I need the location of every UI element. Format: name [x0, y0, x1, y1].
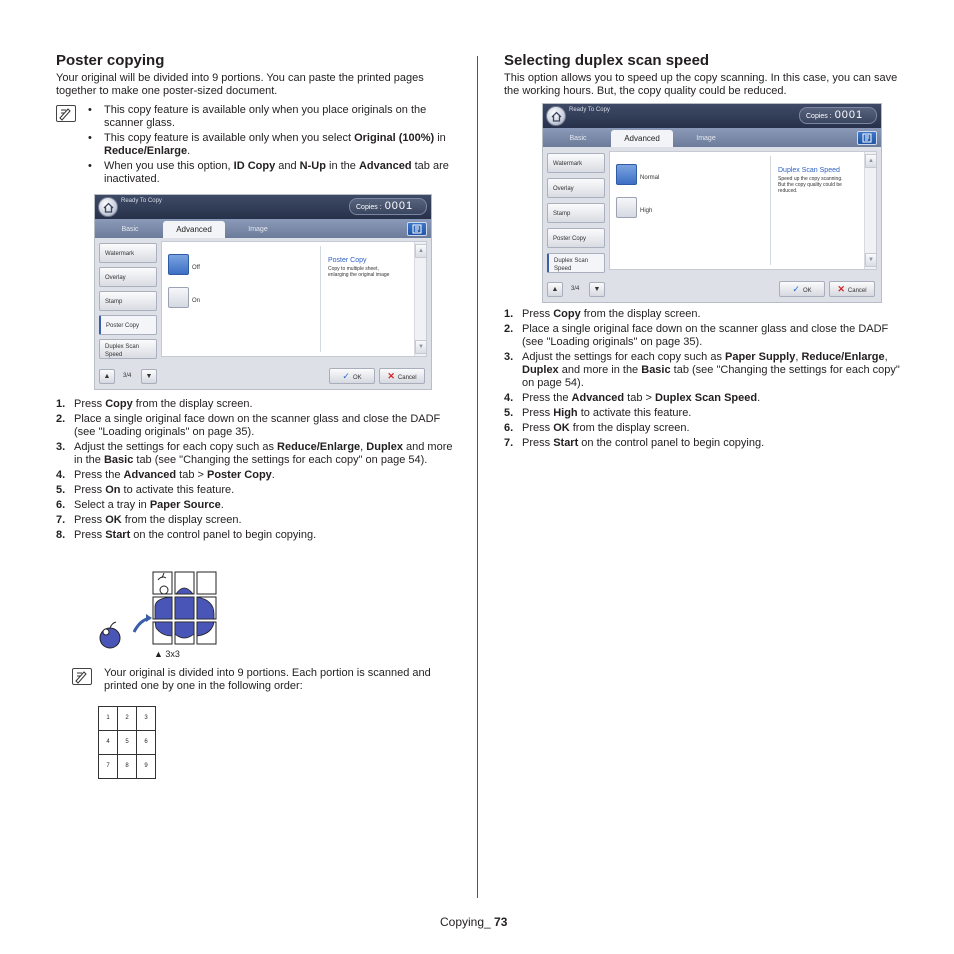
grid-cell: 8 — [118, 755, 137, 779]
page-footer — [440, 916, 507, 929]
page-down-button[interactable]: ▼ — [589, 282, 605, 297]
side-button-duplex-scan-speed[interactable]: Duplex Scan Speed — [547, 253, 605, 273]
cancel-button[interactable] — [379, 368, 425, 384]
step-item — [504, 323, 904, 349]
tab-image[interactable]: Image — [696, 135, 716, 142]
status-bar — [95, 195, 431, 219]
side-button-overlay[interactable]: Overlay — [547, 178, 605, 198]
copies-label: Copies : — [806, 113, 832, 120]
tab-image[interactable]: Image — [248, 226, 268, 233]
text-run: and more in the — [558, 364, 642, 376]
side-button-poster-copy[interactable]: Poster Copy — [547, 228, 605, 248]
check-icon: ✓ — [342, 371, 350, 381]
text-run: Select a tray in — [74, 499, 150, 511]
bold-term: Copy — [105, 398, 133, 410]
step-item — [504, 351, 904, 390]
side-button-watermark[interactable]: Watermark — [547, 153, 605, 173]
step-item — [56, 398, 456, 411]
text-run: tab are inactivated. — [104, 160, 449, 185]
order-note: Your original is divided into 9 portions. Each portion is scanned and printed one by one in the following order: — [104, 667, 431, 692]
text-run: Press — [74, 529, 106, 541]
text-run: in — [434, 132, 446, 144]
note-list — [88, 104, 458, 188]
copies-value: 0001 — [384, 200, 414, 212]
option-panel — [161, 241, 427, 357]
text-run: Press — [74, 484, 106, 496]
ready-status: Ready To Copy — [569, 107, 610, 113]
duplex-intro: This option allows you to speed up the copy scanning. In this case, you can save the working hours. But, the copy quality could be reduced. — [504, 72, 898, 97]
note-icon — [56, 105, 76, 122]
text-run: , — [795, 351, 802, 363]
text-run: and — [275, 160, 300, 172]
option-panel — [609, 151, 877, 270]
grid-cell: 2 — [118, 707, 137, 731]
page-number: 73 — [494, 915, 508, 929]
scrollbar[interactable] — [864, 152, 876, 269]
step-number: 6. — [504, 422, 514, 434]
step-number: 3. — [504, 351, 514, 363]
side-button-stamp[interactable]: Stamp — [547, 203, 605, 223]
page-indicator: 3/4 — [571, 286, 580, 292]
step-number: 5. — [504, 407, 514, 419]
text-run: from the display screen. — [121, 514, 242, 526]
grid-cell: 4 — [99, 731, 118, 755]
text-run: Press — [74, 514, 106, 526]
settings-button[interactable] — [407, 222, 427, 236]
bold-term: Paper Source — [149, 499, 221, 511]
text-run: Press — [522, 422, 554, 434]
duplex-steps — [504, 308, 904, 452]
text-run: tab > — [176, 469, 207, 481]
text-run: Place a single original face down on the scanner glass and close the DADF (see "Loading originals" on page 35). — [522, 323, 889, 348]
copies-counter[interactable] — [349, 198, 427, 215]
bold-term: Reduce/Enlarge — [277, 441, 361, 453]
description-title: Duplex Scan Speed — [778, 167, 840, 174]
tab-bar — [543, 128, 881, 147]
copies-counter[interactable] — [799, 107, 877, 124]
step-number: 5. — [56, 484, 66, 496]
text-run: When you use this option, — [104, 160, 234, 172]
option-off-button[interactable] — [168, 254, 189, 275]
ok-label: OK — [802, 288, 812, 294]
scroll-up-button[interactable]: ▲ — [415, 244, 427, 258]
text-run: to activate this feature. — [577, 407, 692, 419]
text-run: Adjust the settings for each copy such as — [522, 351, 726, 363]
step-item — [56, 441, 456, 467]
text-run: This copy feature is available only when you select — [104, 132, 355, 144]
bold-term: N-Up — [299, 160, 326, 172]
side-button-watermark[interactable]: Watermark — [99, 243, 157, 263]
bold-term: Start — [553, 437, 579, 449]
grid-row — [99, 755, 156, 779]
step-item — [56, 514, 456, 527]
step-item — [56, 499, 456, 512]
poster-steps — [56, 398, 456, 544]
step-item — [504, 392, 904, 405]
ok-button[interactable] — [329, 368, 375, 384]
poster-figure — [96, 570, 226, 660]
bold-term: Reduce/Enlarge — [801, 351, 885, 363]
text-run: . — [271, 469, 275, 481]
grid-cell: 6 — [137, 731, 156, 755]
text-run: from the display screen. — [569, 422, 690, 434]
bottom-bar — [95, 363, 431, 389]
text-run: Press the — [522, 392, 572, 404]
bold-term: Advanced — [123, 469, 177, 481]
bold-term: Duplex Scan Speed — [655, 392, 758, 404]
cancel-label: Cancel — [847, 288, 867, 294]
bold-term: OK — [553, 422, 570, 434]
poster-intro: Your original will be divided into 9 portions. You can paste the printed pages together to make one poster-sized document. — [56, 72, 424, 97]
text-run: . — [187, 145, 191, 157]
option-off-label: Off — [192, 265, 200, 271]
tab-basic[interactable]: Basic — [569, 135, 587, 142]
poster-illustration — [96, 570, 226, 660]
section-heading-duplex-scan-speed: Selecting duplex scan speed — [504, 52, 710, 69]
scroll-up-button[interactable]: ▲ — [865, 154, 877, 168]
bold-term: Original (100%) — [354, 132, 435, 144]
step-number: 2. — [504, 323, 514, 335]
text-run: from the display screen. — [580, 308, 701, 320]
grid-cell: 5 — [118, 731, 137, 755]
step-number: 4. — [504, 392, 514, 404]
tab-bar — [95, 219, 431, 238]
ok-label: OK — [352, 375, 362, 381]
step-item — [504, 422, 904, 435]
home-button[interactable] — [98, 197, 118, 217]
grid-cell: 9 — [137, 755, 156, 779]
cancel-label: Cancel — [397, 375, 417, 381]
job-settings-icon — [858, 132, 876, 144]
step-item — [56, 469, 456, 482]
tab-basic[interactable]: Basic — [121, 226, 139, 233]
text-run: to activate this feature. — [120, 484, 235, 496]
tab-advanced[interactable]: Advanced — [611, 130, 673, 147]
footer-section: Copying_ — [440, 915, 495, 929]
text-run: Press — [522, 407, 554, 419]
tab-advanced[interactable]: Advanced — [163, 221, 225, 238]
step-number: 8. — [56, 529, 66, 541]
text-run: from the display screen. — [132, 398, 253, 410]
text-run: . — [757, 392, 761, 404]
option-normal-label: Normal — [640, 175, 660, 181]
grid-cell: 1 — [99, 707, 118, 731]
text-run: Press the — [74, 469, 124, 481]
option-on-label: On — [192, 298, 201, 304]
text-run: tab (see "Changing the settings for each copy" on page 54). — [133, 454, 428, 466]
scroll-down-button[interactable]: ▼ — [415, 340, 427, 354]
check-icon: ✓ — [792, 284, 800, 294]
scrollbar[interactable] — [414, 242, 426, 356]
step-number: 1. — [56, 398, 66, 410]
text-run: in the — [325, 160, 359, 172]
text-run: Adjust the settings for each copy such as — [74, 441, 278, 453]
text-run: Press — [522, 437, 554, 449]
bold-term: Start — [105, 529, 131, 541]
option-high-button[interactable] — [616, 197, 637, 218]
option-on-button[interactable] — [168, 287, 189, 308]
step-item — [56, 413, 456, 439]
page-up-button[interactable]: ▲ — [99, 369, 115, 384]
bold-term: Copy — [553, 308, 581, 320]
home-button[interactable] — [546, 106, 566, 126]
bold-term: High — [553, 407, 578, 419]
scroll-down-button[interactable]: ▼ — [865, 253, 877, 267]
printer-screen-poster — [94, 194, 432, 390]
description-title: Poster Copy — [328, 257, 367, 264]
step-item — [56, 529, 456, 542]
step-item — [504, 437, 904, 450]
feature-list — [99, 243, 159, 369]
job-settings-icon — [408, 223, 426, 235]
text-run: Press — [522, 308, 554, 320]
home-icon — [103, 202, 114, 213]
side-button-overlay[interactable]: Overlay — [99, 267, 157, 287]
step-item — [504, 308, 904, 321]
text-run: on the control panel to begin copying. — [578, 437, 765, 449]
text-run: This copy feature is available only when you place originals on the scanner glass. — [104, 104, 427, 129]
copies-value: 0001 — [834, 109, 864, 121]
text-run: tab > — [624, 392, 655, 404]
note-icon — [72, 668, 92, 685]
home-icon — [551, 111, 562, 122]
step-number: 3. — [56, 441, 66, 453]
side-button-stamp[interactable]: Stamp — [99, 291, 157, 311]
close-icon: ✕ — [837, 284, 845, 294]
text-run: tab (see "Changing the settings for each copy" on page 54). — [522, 364, 900, 389]
step-number: 7. — [56, 514, 66, 526]
page-up-button[interactable]: ▲ — [547, 282, 563, 297]
bold-term: Basic — [641, 364, 671, 376]
ok-button[interactable] — [779, 281, 825, 297]
step-number: 4. — [56, 469, 66, 481]
text-run: . — [220, 499, 224, 511]
bold-term: Basic — [103, 454, 134, 466]
text-run: , — [360, 441, 367, 453]
section-heading-poster-copying: Poster copying — [56, 52, 165, 69]
grid-cell: 3 — [137, 707, 156, 731]
side-button-poster-copy[interactable]: Poster Copy — [99, 315, 157, 335]
page-indicator: 3/4 — [123, 373, 132, 379]
step-number: 1. — [504, 308, 514, 320]
grid-row — [99, 707, 156, 731]
bold-term: Poster Copy — [207, 469, 272, 481]
bold-term: ID Copy — [233, 160, 276, 172]
bold-term: Reduce/Enlarge — [104, 145, 188, 157]
feature-list — [547, 153, 607, 283]
text-run: , — [884, 351, 888, 363]
bold-term: Advanced — [358, 160, 412, 172]
option-high-label: High — [640, 208, 653, 214]
grid-row — [99, 731, 156, 755]
text-run: Place a single original face down on the scanner glass and close the DADF (see "Loading originals" on page 35). — [74, 413, 441, 438]
step-number: 2. — [56, 413, 66, 425]
close-icon: ✕ — [387, 371, 395, 381]
bold-term: Duplex — [366, 441, 403, 453]
side-button-duplex-scan-speed[interactable]: Duplex Scan Speed — [99, 339, 157, 359]
figure-caption: ▲ 3x3 — [154, 649, 180, 659]
settings-button[interactable] — [857, 131, 877, 145]
cancel-button[interactable] — [829, 281, 875, 297]
note-item — [88, 104, 458, 130]
note-item — [88, 160, 458, 186]
print-order-grid — [98, 706, 156, 779]
step-item — [504, 407, 904, 420]
page-down-button[interactable]: ▼ — [141, 369, 157, 384]
status-bar — [543, 104, 881, 128]
ready-status: Ready To Copy — [121, 198, 162, 204]
bold-term: Duplex — [522, 364, 559, 376]
text-run: Press — [74, 398, 106, 410]
description-divider — [320, 246, 321, 352]
step-number: 6. — [56, 499, 66, 511]
description-text: Speed up the copy scanning. But the copy quality could be reduced. — [778, 176, 843, 194]
text-run: on the control panel to begin copying. — [130, 529, 317, 541]
copies-label: Copies : — [356, 204, 382, 211]
option-normal-button[interactable] — [616, 164, 637, 185]
step-item — [56, 484, 456, 497]
bold-term: Paper Supply — [725, 351, 796, 363]
description-text: Copy to multiple sheet, enlarging the original image — [328, 266, 390, 278]
column-divider — [477, 56, 478, 898]
bold-term: OK — [105, 514, 122, 526]
bold-term: On — [105, 484, 121, 496]
bottom-bar — [543, 276, 881, 302]
printer-screen-duplex — [542, 103, 882, 303]
text-run: and more in the — [74, 441, 453, 466]
note-item — [88, 132, 458, 158]
grid-cell: 7 — [99, 755, 118, 779]
bold-term: Advanced — [571, 392, 625, 404]
description-divider — [770, 156, 771, 265]
step-number: 7. — [504, 437, 514, 449]
